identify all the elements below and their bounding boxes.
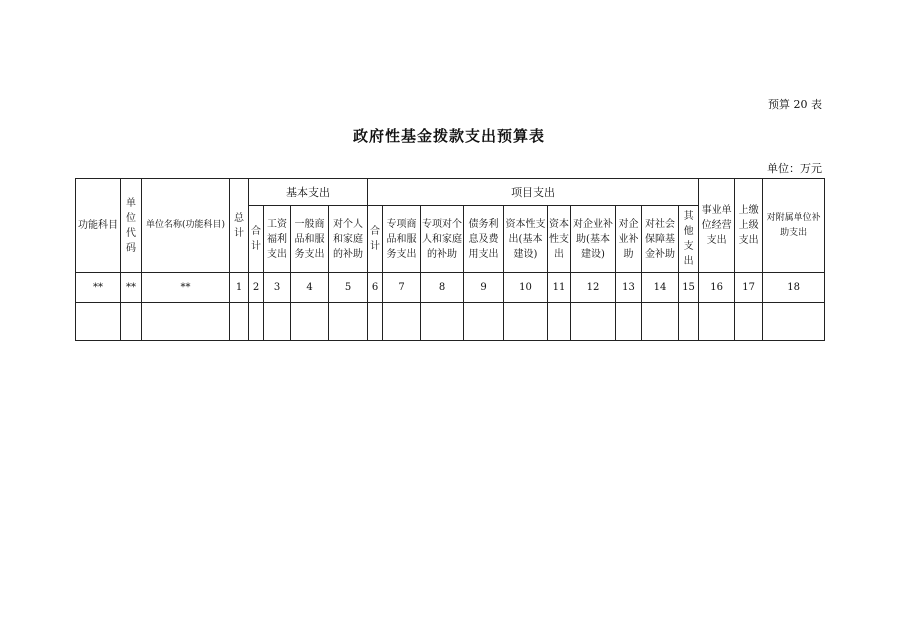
header-row-group (76, 179, 825, 206)
index-cell: ** (142, 273, 230, 303)
header-project-social-security: 对社会保障基金补助 (642, 206, 679, 273)
header-project-capital: 资本性支出 (548, 206, 571, 273)
empty-cell (368, 303, 383, 341)
empty-cell (249, 303, 264, 341)
empty-cell (699, 303, 735, 341)
header-project-enterprise-construction: 对企业补助(基本建设) (571, 206, 616, 273)
header-basic-salary: 工资福利支出 (264, 206, 291, 273)
unit-label: 单位：万元 (767, 162, 822, 175)
header-basic-household: 对个人和家庭的补助 (329, 206, 368, 273)
empty-cell (421, 303, 464, 341)
header-upper-payment: 上缴上级支出 (735, 179, 763, 273)
index-cell: 3 (264, 273, 291, 303)
index-cell: 16 (699, 273, 735, 303)
empty-cell (679, 303, 699, 341)
header-project-group: 项目支出 (368, 179, 699, 206)
header-basic-total: 合计 (249, 206, 264, 273)
index-cell: ** (121, 273, 142, 303)
index-cell: 12 (571, 273, 616, 303)
header-institution-business: 事业单位经营支出 (699, 179, 735, 273)
index-cell: 14 (642, 273, 679, 303)
index-cell: 8 (421, 273, 464, 303)
header-affiliated-subsidy: 对附属单位补助支出 (763, 179, 825, 273)
index-cell: 13 (616, 273, 642, 303)
index-cell: 1 (230, 273, 249, 303)
index-cell: 6 (368, 273, 383, 303)
header-project-other: 其他支出 (679, 206, 699, 273)
header-project-household: 专项对个人和家庭的补助 (421, 206, 464, 273)
index-cell: 5 (329, 273, 368, 303)
index-cell: 7 (383, 273, 421, 303)
empty-cell (142, 303, 230, 341)
header-project-total: 合计 (368, 206, 383, 273)
header-total: 总计 (230, 179, 249, 273)
header-basic-goods: 一般商品和服务支出 (291, 206, 329, 273)
empty-cell (504, 303, 548, 341)
header-function-subject: 功能科目 (76, 179, 121, 273)
empty-cell (383, 303, 421, 341)
empty-cell (464, 303, 504, 341)
empty-cell (642, 303, 679, 341)
budget-table (75, 178, 825, 341)
index-cell: 17 (735, 273, 763, 303)
header-project-enterprise: 对企业补助 (616, 206, 642, 273)
empty-cell (616, 303, 642, 341)
empty-cell (291, 303, 329, 341)
form-code: 预算 20 表 (768, 98, 822, 111)
header-basic-group: 基本支出 (249, 179, 368, 206)
empty-cell (735, 303, 763, 341)
empty-cell (329, 303, 368, 341)
empty-cell (763, 303, 825, 341)
page-title: 政府性基金拨款支出预算表 (352, 127, 545, 145)
header-unit-name: 单位名称(功能科目) (142, 179, 230, 273)
empty-cell (121, 303, 142, 341)
header-project-capital-construction: 资本性支出(基本建设) (504, 206, 548, 273)
index-cell: 15 (679, 273, 699, 303)
index-row (76, 273, 825, 303)
empty-cell (571, 303, 616, 341)
header-unit-code: 单位代码 (121, 179, 142, 273)
index-cell: 18 (763, 273, 825, 303)
empty-cell (548, 303, 571, 341)
empty-cell (230, 303, 249, 341)
index-cell: 4 (291, 273, 329, 303)
empty-data-row (76, 303, 825, 341)
empty-cell (264, 303, 291, 341)
header-project-debt: 债务利息及费用支出 (464, 206, 504, 273)
index-cell: ** (76, 273, 121, 303)
index-cell: 9 (464, 273, 504, 303)
header-project-goods: 专项商品和服务支出 (383, 206, 421, 273)
index-cell: 2 (249, 273, 264, 303)
index-cell: 11 (548, 273, 571, 303)
index-cell: 10 (504, 273, 548, 303)
empty-cell (76, 303, 121, 341)
